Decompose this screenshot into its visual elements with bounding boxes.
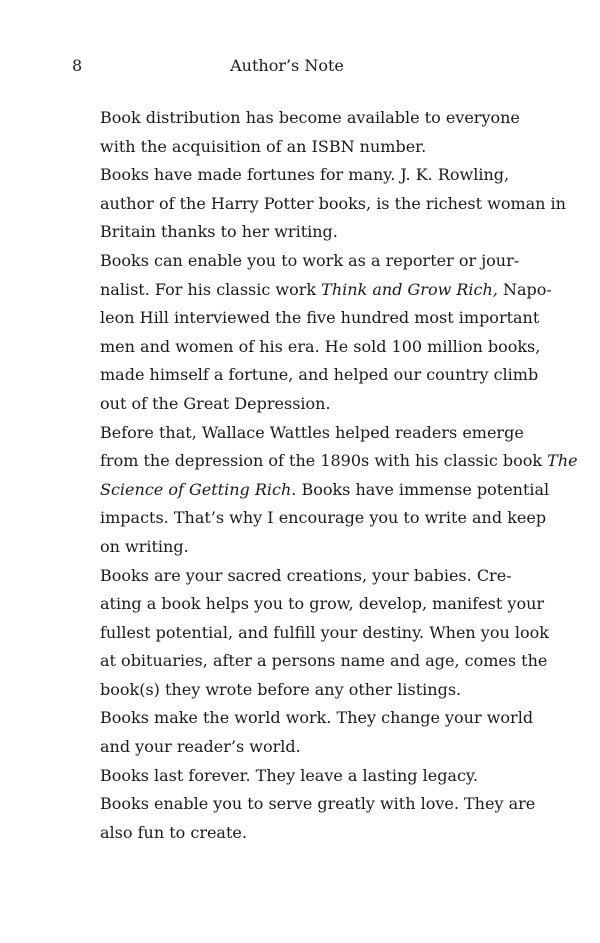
text-line [72,276,552,305]
text-line: ating a book helps you to grow, develop, manifest your [100,594,545,614]
text-line [72,361,539,390]
text-line [72,504,547,533]
text-line: Books have made fortunes for many. J. K. Rowling, [100,165,510,185]
paragraph-3 [72,247,552,419]
text-line [72,390,502,419]
text-run: Before that, Wallace Wattles helped readers emerge [100,422,524,442]
text-line: also fun to create. [100,822,247,842]
text-run: Napo- [497,279,552,299]
text-run: made himself a fortune, and helped our country climb [100,365,539,385]
text-line: Book distribution has become available to everyone [100,108,520,127]
text-run: Books can enable you to work as a reporter or jour- [100,250,520,270]
text-line: Books last forever. They leave a lasting legacy. [100,765,478,785]
running-head [72,52,502,82]
text-line: Books make the world work. They change your world [100,708,534,728]
text-line [72,447,578,476]
text-line: Books are your sacred creations, your babies. Cre- [100,565,512,585]
paragraph-8 [72,790,536,847]
page-number: 8 [72,56,83,75]
text-run: . Books have immense potential [291,479,550,499]
text-line [72,533,502,562]
text-run: from the depression of the 1890s with his classic book [100,451,548,471]
text-line: fullest potential, and fulfill your destiny. When you look [100,622,549,642]
paragraph-4 [72,419,578,562]
book-title-think-and-grow-rich: Think and Grow Rich, [321,279,498,299]
text-line: Books enable you to serve greatly with love. They are [100,794,536,814]
text-line [72,476,550,505]
paragraph-7 [72,762,502,791]
book-title-the: The [547,451,578,471]
body-text [72,104,578,847]
book-page [72,52,578,847]
text-line: at obituaries, after a persons name and age, comes the [100,651,548,671]
text-run: men and women of his era. He sold 100 million books, [100,336,541,356]
text-run: leon Hill interviewed the five hundred most important [100,308,540,328]
text-line [72,419,524,448]
paragraph-2 [72,161,566,247]
text-line [72,333,541,362]
text-line: with the acquisition of an ISBN number. [100,136,427,156]
running-title: Author’s Note [230,56,344,75]
text-line [72,247,520,276]
text-line [72,304,540,333]
text-run: nalist. For his classic work [100,279,322,299]
text-line: and your reader’s world. [100,737,301,757]
book-title-science-of-getting-rich: Science of Getting Rich [100,479,292,499]
paragraph-5 [72,562,549,705]
paragraph-6 [72,704,534,761]
text-run: impacts. That’s why I encourage you to write and keep [100,508,547,528]
text-run: on writing. [100,536,189,556]
text-line: book(s) they wrote before any other listings. [100,679,462,699]
text-run: out of the Great Depression. [100,393,331,413]
text-line: Britain thanks to her writing. [100,222,338,242]
paragraph-1 [72,104,520,161]
text-line: author of the Harry Potter books, is the richest woman in [100,193,566,213]
